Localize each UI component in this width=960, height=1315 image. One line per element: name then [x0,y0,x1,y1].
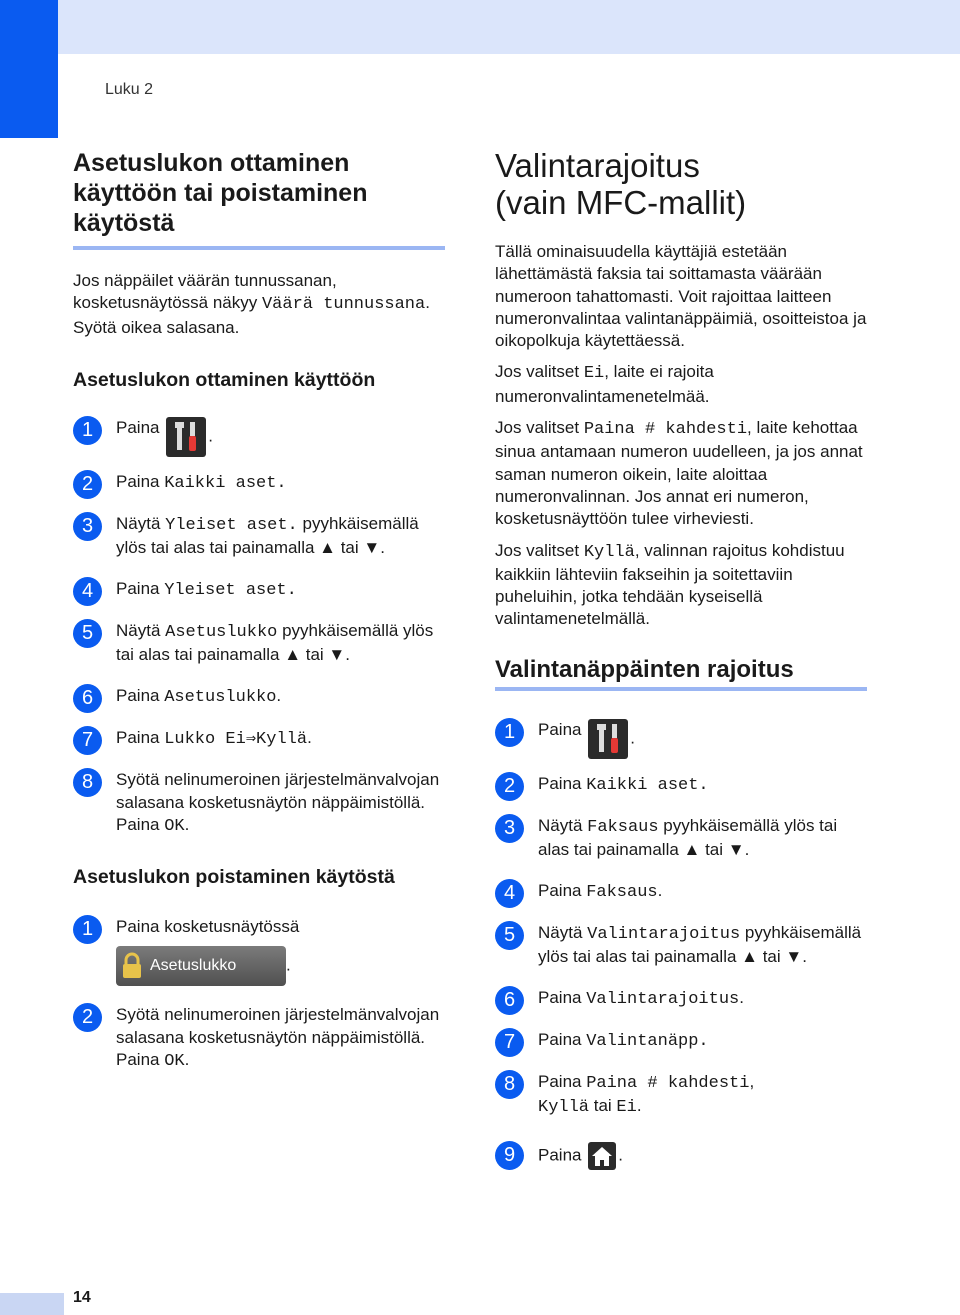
right-step-3: 3 Näytä Faksaus pyyhkäisemällä ylös tai alas tai painamalla ▲ tai ▼. [495,815,867,862]
enable-step-3: 3 Näytä Yleiset aset. pyyhkäisemällä ylös tai alas tai painamalla ▲ tai ▼. [73,513,445,560]
enable-step-6: 6 Paina Asetuslukko. [73,685,445,709]
right-step-2: 2 Paina Kaikki aset. [495,773,867,797]
disable-heading: Asetuslukon poistaminen käytöstä [73,866,395,889]
header-band [0,0,960,54]
paragraph-1: Tällä ominaisuudella käyttäjiä estetään lähettämästä faksia tai soittamasta väärään numeroon tahattomasti. Voit rajoittaa laitteen numeronvalintaa valintanäppäimiä, osoitteistoa ja oikopolkuja käytettäessä. [495,242,867,351]
chapter-label: Luku 2 [105,81,154,98]
right-step-5: 5 Näytä Valintarajoitus pyyhkäisemällä ylös tai alas tai painamalla ▲ tai ▼. [495,922,867,969]
right-step-1: 1 Paina . [495,719,867,759]
section-title: Asetuslukon ottaminen käyttöön tai poistaminen käytöstä [73,148,445,250]
disable-step-1: 1 Paina kosketusnäytössä Asetuslukko . [73,916,445,986]
right-step-8: 8 Paina Paina # kahdesti, Kyllä tai Ei. [495,1071,867,1120]
home-icon[interactable] [588,1142,616,1170]
footer-bar [0,1293,64,1315]
intro-paragraph: Jos näppäilet väärän tunnussanan, kosketusnäytössä näkyy Väärä tunnussana. Syötä oikea salasana. [73,271,430,337]
page-number: 14 [73,1289,91,1306]
enable-step-7: 7 Paina Lukko Ei⇒Kyllä. [73,727,445,751]
step-number: 1 [73,416,102,445]
right-column [495,147,867,1170]
chapter-tab [0,0,58,138]
enable-step-4: 4 Paina Yleiset aset. [73,578,445,602]
main-title: Valintarajoitus (vain MFC-mallit) [495,147,747,221]
disable-step-2: 2 Syötä nelinumeroinen järjestelmänvalvojan salasana kosketusnäytön näppäimistöllä. Paina OK. [73,1004,445,1073]
right-step-9: 9 Paina . [495,1142,867,1170]
right-step-4: 4 Paina Faksaus. [495,880,867,904]
right-step-6: 6 Paina Valintarajoitus. [495,987,867,1011]
enable-step-1: 1 Paina . [73,417,445,457]
enable-step-2: 2 Paina Kaikki aset. [73,471,445,495]
left-column [73,148,445,1073]
settings-tools-icon[interactable] [166,417,206,457]
lock-icon [120,952,144,980]
enable-step-8: 8 Syötä nelinumeroinen järjestelmänvalvojan salasana kosketusnäytön näppäimistöllä. Paina OK. [73,769,445,838]
sub-heading: Valintanäppäinten rajoitus [495,657,867,691]
settings-tools-icon[interactable] [588,719,628,759]
enable-step-5: 5 Näytä Asetuslukko pyyhkäisemällä ylös tai alas tai painamalla ▲ tai ▼. [73,620,445,667]
paragraph-4: Jos valitset Kyllä, valinnan rajoitus kohdistuu kaikkiin lähteviin fakseihin ja soitettaviin puheluihin, jotka tehdään kyseisellä valintamenetelmällä. [495,540,845,629]
paragraph-3: Jos valitset Paina # kahdesti, laite kehottaa sinua antamaan numeron uudelleen, ja jos annat saman numeron oikein, laite aloittaa numeronvalinnan. Jos annat eri numeron, kosketusnäyttöön tulee virheviesti. [495,418,863,529]
paragraph-2: Jos valitset Ei, laite ei rajoita numeronvalintamenetelmää. [495,362,714,406]
setting-lock-button[interactable]: Asetuslukko [116,946,286,986]
enable-heading: Asetuslukon ottaminen käyttöön [73,368,376,391]
right-step-7: 7 Paina Valintanäpp. [495,1029,867,1053]
